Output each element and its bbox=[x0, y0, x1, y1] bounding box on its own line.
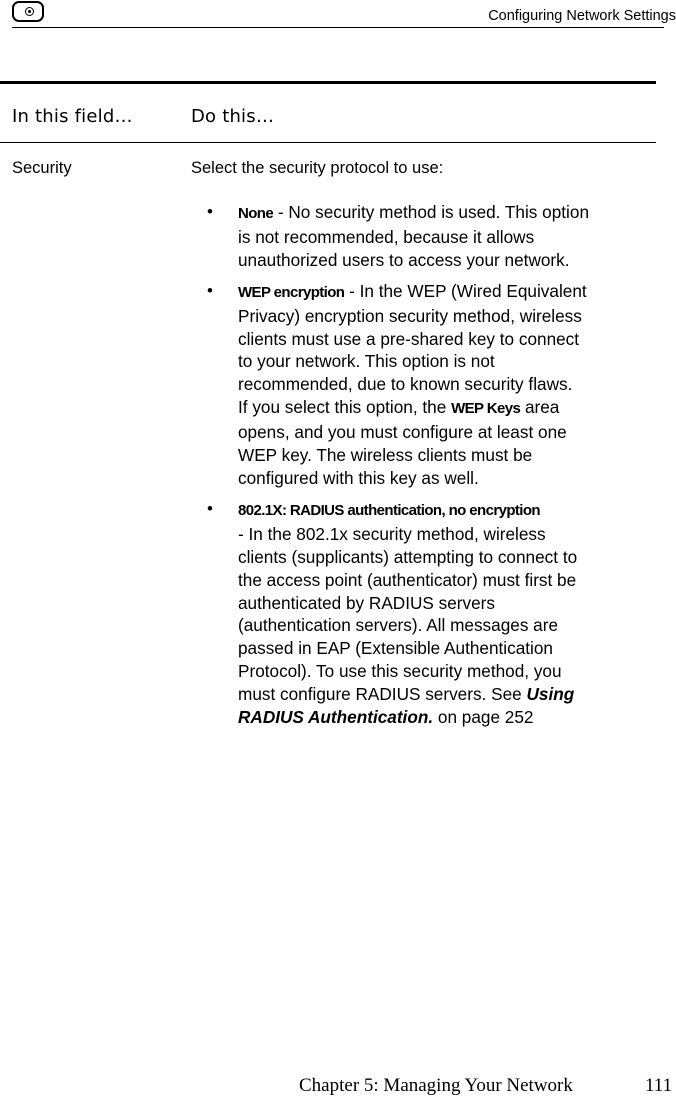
cross-reference-link[interactable]: Using RADIUS Authentication. bbox=[238, 684, 575, 728]
page-number: 111 bbox=[645, 1075, 673, 1096]
option-note-prefix: If you select this option, the bbox=[238, 397, 452, 418]
security-options-list bbox=[238, 201, 590, 737]
option-radius bbox=[238, 498, 590, 729]
field-name-security: Security bbox=[12, 159, 72, 177]
option-description: - In the WEP (Wired Equivalent Privacy) encryption security method, wireless clients must use a pre-shared key to connect to your network. This option is not recommended, due to known security flaws. bbox=[238, 280, 587, 395]
option-note-term: WEP Keys bbox=[451, 400, 521, 418]
column-header-field: In this field… bbox=[12, 106, 133, 127]
option-none bbox=[238, 201, 590, 272]
footer-chapter-title: Chapter 5: Managing Your Network bbox=[299, 1075, 573, 1096]
logo-eye-icon bbox=[25, 7, 34, 16]
table-header-rule bbox=[0, 142, 656, 143]
option-description: - No security method is used. This option is not recommended, because it allows unauthorized users to access your network. bbox=[238, 202, 589, 270]
header-rule bbox=[12, 27, 664, 28]
column-header-action: Do this… bbox=[191, 106, 275, 127]
option-term: 802.1X: RADIUS authentication, no encryption bbox=[238, 501, 540, 519]
option-term: WEP encryption bbox=[238, 283, 345, 301]
action-lead-text: Select the security protocol to use: bbox=[191, 159, 444, 177]
brand-logo-icon bbox=[12, 1, 44, 22]
option-term: None bbox=[238, 205, 274, 222]
table-top-rule bbox=[0, 81, 656, 84]
cross-reference-page: on page 252 bbox=[433, 707, 534, 728]
option-description: - In the 802.1x security method, wireless clients (supplicants) attempting to connect to the access point (authenticator) must first be authenticated by RADIUS servers (authentication servers). All messages are passed in EAP (Extensible Authentication Protocol). To use this security method, you must configure RADIUS servers. See bbox=[238, 523, 578, 705]
option-wep bbox=[238, 280, 590, 490]
running-header: Configuring Network Settings bbox=[488, 8, 676, 24]
option-note-suffix: area opens, and you must configure at least one WEP key. The wireless clients must be configured with this key as well. bbox=[238, 397, 567, 488]
